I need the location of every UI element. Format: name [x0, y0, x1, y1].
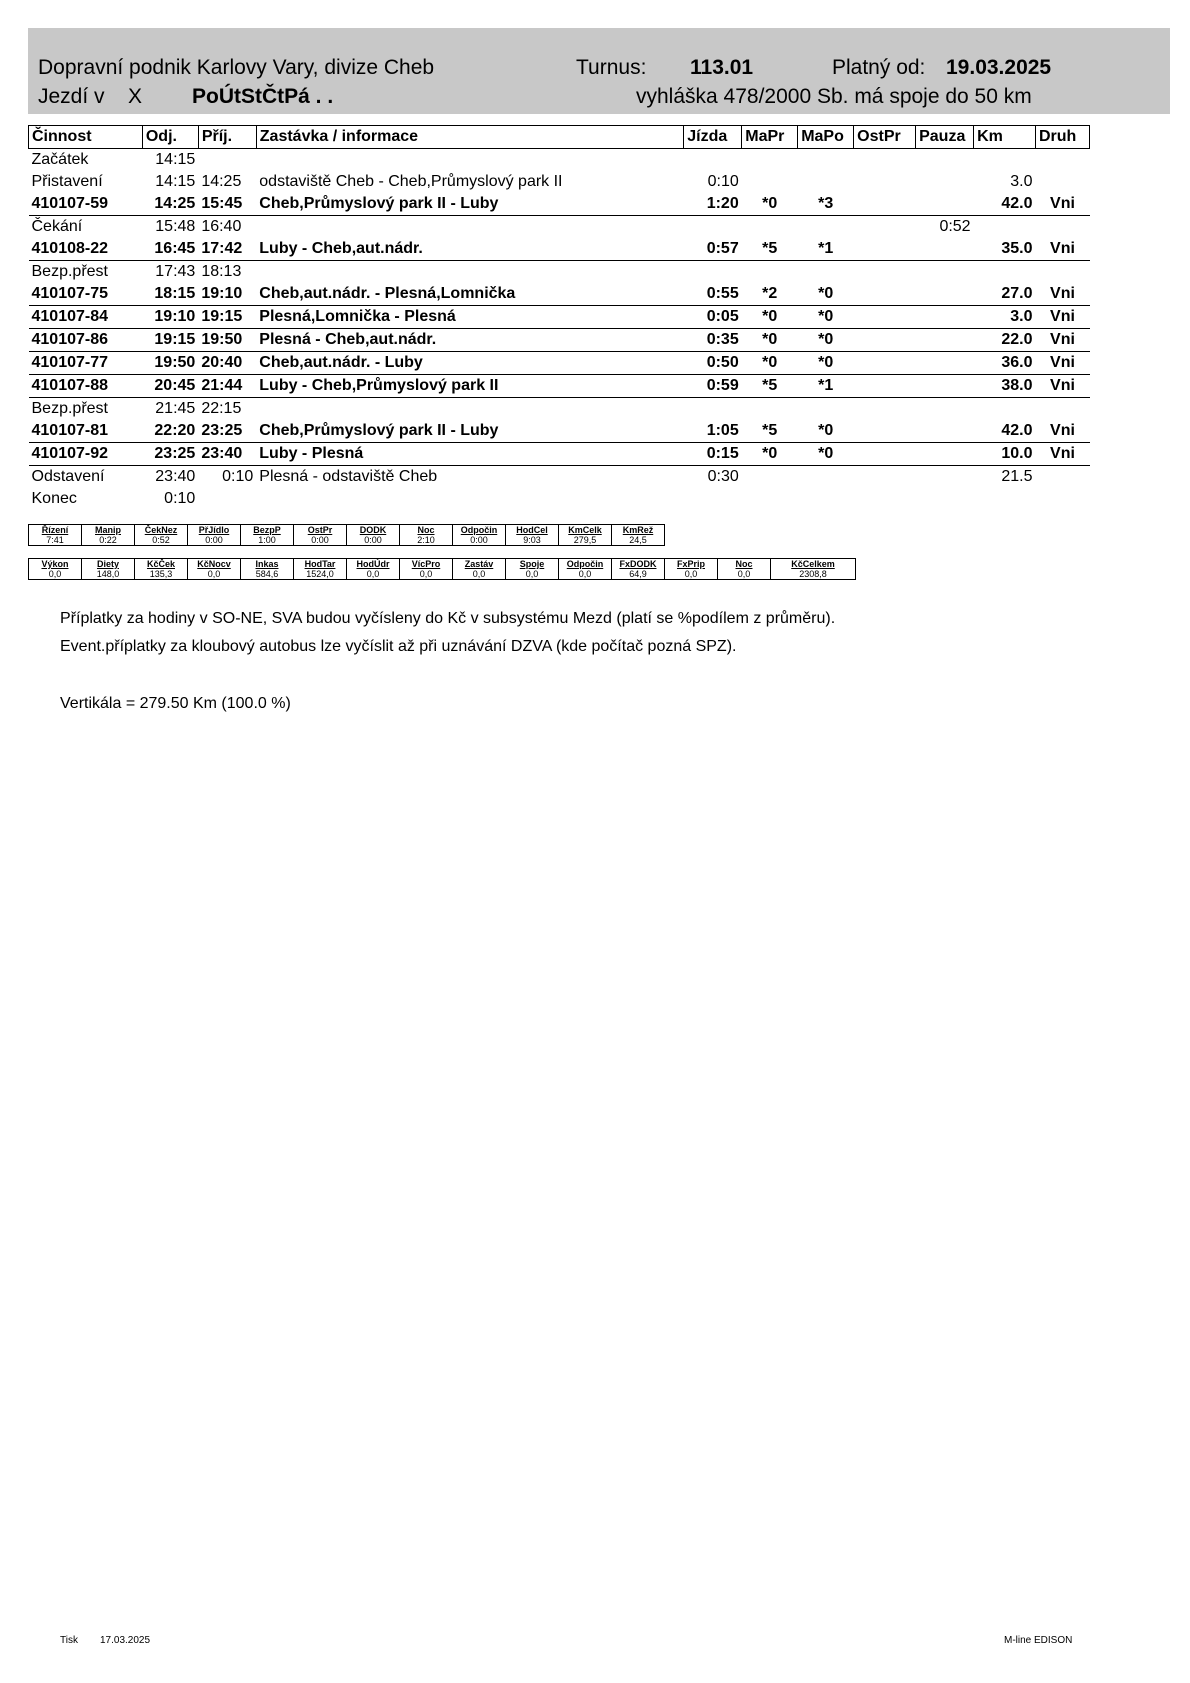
km-cell: [974, 398, 1036, 421]
ride-time-cell: 0:50: [684, 352, 742, 375]
ostpr-cell: [854, 261, 916, 284]
km-cell: [974, 149, 1036, 172]
km-cell: 3.0: [1010, 173, 1033, 190]
summary-value: 9:03: [506, 535, 559, 546]
arrival-cell: 19:15: [198, 306, 256, 329]
activity-cell: 410107-77: [29, 352, 143, 375]
table-row: [29, 488, 1090, 510]
activity-cell: 410107-92: [29, 443, 143, 466]
ostpr-cell: [854, 193, 916, 216]
km-cell: 36.0: [974, 352, 1036, 375]
arrival-cell: 17:42: [198, 238, 256, 261]
table-row: [29, 398, 1090, 421]
print-date: 17.03.2025: [100, 1635, 151, 1646]
pause-cell: [916, 238, 974, 261]
ride-time-cell: 0:30: [707, 468, 739, 485]
summary-table-1: [28, 524, 665, 546]
activity-cell: Konec: [31, 490, 77, 507]
operates-x: X: [128, 85, 143, 108]
summary-value: 0,0: [453, 569, 506, 580]
km-cell: 10.0: [974, 443, 1036, 466]
arrival-cell: 23:25: [198, 420, 256, 443]
pause-cell: [916, 149, 974, 172]
departure-cell: 14:15: [155, 173, 196, 190]
summary-label: FxDODK: [612, 559, 665, 570]
summary-label: BezpP: [241, 525, 294, 536]
summary-value: 2:10: [400, 535, 453, 546]
arrival-cell: [198, 149, 256, 172]
pause-cell: [916, 466, 974, 489]
mapr-cell: [742, 261, 798, 284]
km-cell: 42.0: [974, 193, 1036, 216]
departure-cell: 19:50: [142, 352, 198, 375]
summary-value: 0,0: [29, 569, 82, 580]
mapo-cell: *1: [798, 238, 854, 261]
summary-label: VícPro: [400, 559, 453, 570]
summary-value: 7:41: [29, 535, 82, 546]
stop-info-cell: Luby - Cheb,Průmyslový park II: [256, 375, 684, 398]
column-header: Příj.: [198, 126, 256, 149]
activity-cell: Přistavení: [31, 173, 103, 190]
departure-cell: 19:10: [142, 306, 198, 329]
stop-info-cell: Plesná - odstaviště Cheb: [259, 468, 438, 485]
arrival-cell: 21:44: [198, 375, 256, 398]
summary-value: 2308,8: [771, 569, 856, 580]
column-header: Druh: [1035, 126, 1089, 149]
ostpr-cell: [854, 149, 916, 172]
summary-value: 0,0: [400, 569, 453, 580]
departure-cell: 15:48: [155, 218, 196, 235]
summary-value: 0:22: [82, 535, 135, 546]
summary-value: 0:00: [347, 535, 400, 546]
ride-time-cell: 0:59: [684, 375, 742, 398]
stop-info-cell: Luby - Plesná: [256, 443, 684, 466]
pause-cell: [916, 261, 974, 284]
print-label: Tisk: [60, 1635, 78, 1646]
summary-value: 584,6: [241, 569, 294, 580]
turnus-label: Turnus:: [576, 56, 647, 79]
table-row: [29, 149, 1090, 172]
mapo-cell: [798, 216, 854, 239]
stop-info-cell: Cheb,aut.nádr. - Luby: [256, 352, 684, 375]
ride-time-cell: 0:57: [684, 238, 742, 261]
type-cell: Vni: [1035, 443, 1089, 466]
km-cell: [974, 216, 1036, 239]
mapr-cell: [742, 466, 798, 489]
mapr-cell: *5: [742, 375, 798, 398]
column-header: Km: [974, 126, 1036, 149]
summary-label: Odpočin: [453, 525, 506, 536]
summary-label: Diety: [82, 559, 135, 570]
activity-cell: Bezp.přest: [31, 400, 108, 417]
pause-cell: [916, 306, 974, 329]
activity-cell: Odstavení: [31, 468, 105, 485]
pause-cell: [916, 375, 974, 398]
mapr-cell: [742, 171, 798, 193]
summary-value: 0:52: [135, 535, 188, 546]
ostpr-cell: [854, 283, 916, 306]
mapr-cell: *0: [742, 352, 798, 375]
type-cell: [1035, 216, 1089, 239]
mapr-cell: *5: [742, 420, 798, 443]
stop-info-cell: Cheb,Průmyslový park II - Luby: [256, 420, 684, 443]
summary-label: Spoje: [506, 559, 559, 570]
mapo-cell: *3: [798, 193, 854, 216]
column-header: Pauza: [916, 126, 974, 149]
ride-time-cell: 1:20: [684, 193, 742, 216]
ride-time-cell: 0:55: [684, 283, 742, 306]
pause-cell: [916, 352, 974, 375]
column-header: Jízda: [684, 126, 742, 149]
type-cell: Vni: [1035, 329, 1089, 352]
vertikala-total: Vertikála = 279.50 Km (100.0 %): [60, 695, 291, 712]
pause-cell: 0:52: [939, 218, 971, 235]
table-row: [29, 443, 1090, 466]
ride-time-cell: 0:35: [684, 329, 742, 352]
pause-cell: [916, 171, 974, 193]
km-cell: 22.0: [974, 329, 1036, 352]
activity-cell: 410107-81: [29, 420, 143, 443]
arrival-cell: 0:10: [222, 468, 254, 485]
departure-cell: 20:45: [142, 375, 198, 398]
km-cell: 21.5: [1001, 468, 1033, 485]
summary-label: KmCelk: [559, 525, 612, 536]
arrival-cell: 16:40: [201, 218, 242, 235]
mapo-cell: [798, 149, 854, 172]
summary-value: 0,0: [506, 569, 559, 580]
pause-cell: [916, 420, 974, 443]
operating-days: PoÚtStČtPá . .: [192, 85, 334, 108]
departure-cell: 17:43: [155, 263, 196, 280]
mapr-cell: *2: [742, 283, 798, 306]
stop-info-cell: Plesná,Lomnička - Plesná: [256, 306, 684, 329]
summary-label: HodÚdr: [347, 559, 400, 570]
table-row: [29, 261, 1090, 284]
activity-cell: 410108-22: [29, 238, 143, 261]
summary-label: KčČek: [135, 559, 188, 570]
software-name: M-line EDISON: [1004, 1635, 1073, 1646]
type-cell: [1035, 171, 1089, 193]
type-cell: [1035, 466, 1089, 489]
activity-cell: 410107-86: [29, 329, 143, 352]
activity-cell: 410107-75: [29, 283, 143, 306]
table-row: [29, 375, 1090, 398]
summary-label: FxPrip: [665, 559, 718, 570]
turnus-value: 113.01: [690, 56, 754, 79]
summary-value: 135,3: [135, 569, 188, 580]
summary-value: 24,5: [612, 535, 665, 546]
ostpr-cell: [854, 171, 916, 193]
mapo-cell: *1: [798, 375, 854, 398]
departure-cell: 19:15: [142, 329, 198, 352]
summary-label: KčNocv: [188, 559, 241, 570]
arrival-cell: 20:40: [198, 352, 256, 375]
ride-time-cell: 0:10: [707, 173, 739, 190]
departure-cell: 14:25: [142, 193, 198, 216]
summary-label: HodCel: [506, 525, 559, 536]
type-cell: Vni: [1035, 283, 1089, 306]
stop-info-cell: Cheb,aut.nádr. - Plesná,Lomnička: [256, 283, 684, 306]
column-header: OstPr: [854, 126, 916, 149]
stop-info-cell: [256, 488, 684, 510]
type-cell: Vni: [1035, 193, 1089, 216]
summary-label: Noc: [400, 525, 453, 536]
table-row: [29, 283, 1090, 306]
mapo-cell: *0: [798, 306, 854, 329]
pause-cell: [916, 398, 974, 421]
departure-cell: 0:10: [164, 490, 196, 507]
type-cell: Vni: [1035, 306, 1089, 329]
stop-info-cell: odstaviště Cheb - Cheb,Průmyslový park II: [259, 173, 563, 190]
summary-label: KmRež: [612, 525, 665, 536]
summary-label: HodTar: [294, 559, 347, 570]
ostpr-cell: [854, 306, 916, 329]
mapr-cell: *5: [742, 238, 798, 261]
departure-cell: 18:15: [142, 283, 198, 306]
summary-label: DODK: [347, 525, 400, 536]
summary-label: Inkas: [241, 559, 294, 570]
activity-cell: Čekání: [31, 218, 83, 235]
mapo-cell: *0: [798, 443, 854, 466]
type-cell: Vni: [1035, 375, 1089, 398]
type-cell: Vni: [1035, 238, 1089, 261]
ostpr-cell: [854, 375, 916, 398]
articulated-bus-note: Event.příplatky za kloubový autobus lze vyčíslit až při uznávání DZVA (kde počítač pozná SPZ).: [60, 638, 737, 655]
stop-info-cell: Cheb,Průmyslový park II - Luby: [256, 193, 684, 216]
activity-cell: 410107-88: [29, 375, 143, 398]
mapo-cell: [798, 466, 854, 489]
summary-value: 0,0: [665, 569, 718, 580]
stop-info-cell: [256, 398, 684, 421]
km-cell: [974, 488, 1036, 510]
pause-cell: [916, 193, 974, 216]
pause-cell: [916, 488, 974, 510]
departure-cell: 22:20: [142, 420, 198, 443]
ostpr-cell: [854, 466, 916, 489]
column-header: Zastávka / informace: [256, 126, 684, 149]
mapo-cell: *0: [798, 329, 854, 352]
ride-time-cell: 1:05: [684, 420, 742, 443]
table-row: [29, 216, 1090, 239]
mapr-cell: [742, 488, 798, 510]
summary-label: Zastáv: [453, 559, 506, 570]
column-header: MaPo: [798, 126, 854, 149]
pause-cell: [916, 329, 974, 352]
arrival-cell: 14:25: [201, 173, 242, 190]
table-row: [29, 420, 1090, 443]
mapr-cell: *0: [742, 306, 798, 329]
arrival-cell: 19:10: [198, 283, 256, 306]
table-row: [29, 306, 1090, 329]
table-row: [29, 466, 1090, 489]
ostpr-cell: [854, 216, 916, 239]
mapr-cell: [742, 398, 798, 421]
mapr-cell: *0: [742, 443, 798, 466]
summary-label: Odpočin: [559, 559, 612, 570]
summary-value: 0:00: [188, 535, 241, 546]
mapo-cell: *0: [798, 283, 854, 306]
mapo-cell: *0: [798, 352, 854, 375]
summary-value: 148,0: [82, 569, 135, 580]
ostpr-cell: [854, 329, 916, 352]
type-cell: Vni: [1035, 420, 1089, 443]
valid-from-date: 19.03.2025: [946, 56, 1052, 79]
activity-cell: 410107-59: [29, 193, 143, 216]
ride-time-cell: [684, 216, 742, 239]
ride-time-cell: [684, 261, 742, 284]
ostpr-cell: [854, 398, 916, 421]
arrival-cell: 23:40: [198, 443, 256, 466]
activity-cell: Začátek: [31, 151, 89, 168]
summary-value: 0,0: [559, 569, 612, 580]
activity-cell: 410107-84: [29, 306, 143, 329]
mapo-cell: *0: [798, 420, 854, 443]
operates-label: Jezdí v: [38, 85, 105, 108]
summary-value: 279,5: [559, 535, 612, 546]
arrival-cell: [198, 488, 256, 510]
departure-cell: 21:45: [155, 400, 196, 417]
ostpr-cell: [854, 238, 916, 261]
departure-cell: 23:25: [142, 443, 198, 466]
ride-time-cell: 0:15: [684, 443, 742, 466]
ostpr-cell: [854, 443, 916, 466]
mapo-cell: [798, 171, 854, 193]
summary-label: Výkon: [29, 559, 82, 570]
table-row: [29, 329, 1090, 352]
surcharge-note: Příplatky za hodiny v SO-NE, SVA budou vyčísleny do Kč v subsystému Mezd (platí se %podílem z průměru).: [60, 610, 836, 627]
valid-from-label: Platný od:: [832, 56, 926, 79]
arrival-cell: 22:15: [201, 400, 242, 417]
stop-info-cell: Luby - Cheb,aut.nádr.: [256, 238, 684, 261]
table-row: [29, 352, 1090, 375]
type-cell: [1035, 488, 1089, 510]
km-cell: [974, 261, 1036, 284]
summary-value: 1:00: [241, 535, 294, 546]
table-row: [29, 171, 1090, 193]
arrival-cell: 18:13: [201, 263, 242, 280]
summary-value: 0:00: [453, 535, 506, 546]
ostpr-cell: [854, 352, 916, 375]
summary-label: KčCelkem: [771, 559, 856, 570]
column-header: Činnost: [29, 126, 143, 149]
mapr-cell: *0: [742, 329, 798, 352]
mapr-cell: *0: [742, 193, 798, 216]
schedule-table: [28, 125, 1090, 510]
table-row: [29, 238, 1090, 261]
type-cell: [1035, 149, 1089, 172]
departure-cell: 16:45: [142, 238, 198, 261]
mapo-cell: [798, 488, 854, 510]
stop-info-cell: [256, 149, 684, 172]
summary-value: 0,0: [347, 569, 400, 580]
type-cell: [1035, 398, 1089, 421]
mapo-cell: [798, 261, 854, 284]
arrival-cell: 15:45: [198, 193, 256, 216]
column-header: MaPr: [742, 126, 798, 149]
company-name: Dopravní podnik Karlovy Vary, divize Cheb: [38, 56, 435, 79]
activity-cell: Bezp.přest: [31, 263, 108, 280]
km-cell: 35.0: [974, 238, 1036, 261]
ostpr-cell: [854, 420, 916, 443]
mapo-cell: [798, 398, 854, 421]
summary-value: 1524,0: [294, 569, 347, 580]
summary-label: PřJídlo: [188, 525, 241, 536]
km-cell: 3.0: [974, 306, 1036, 329]
regulation-note: vyhláška 478/2000 Sb. má spoje do 50 km: [636, 85, 1032, 108]
summary-value: 64,9: [612, 569, 665, 580]
ostpr-cell: [854, 488, 916, 510]
pause-cell: [916, 443, 974, 466]
km-cell: 42.0: [974, 420, 1036, 443]
summary-value: 0,0: [188, 569, 241, 580]
summary-label: OstPr: [294, 525, 347, 536]
stop-info-cell: Plesná - Cheb,aut.nádr.: [256, 329, 684, 352]
summary-label: Řízení: [29, 525, 82, 536]
ride-time-cell: [684, 488, 742, 510]
ride-time-cell: 0:05: [684, 306, 742, 329]
stop-info-cell: [256, 261, 684, 284]
schedule-rows: [29, 149, 1090, 511]
ride-time-cell: [684, 398, 742, 421]
pause-cell: [916, 283, 974, 306]
departure-cell: 23:40: [155, 468, 196, 485]
summary-label: ČekNez: [135, 525, 188, 536]
km-cell: 38.0: [974, 375, 1036, 398]
arrival-cell: 19:50: [198, 329, 256, 352]
type-cell: [1035, 261, 1089, 284]
departure-cell: 14:15: [155, 151, 196, 168]
summary-label: Manip: [82, 525, 135, 536]
stop-info-cell: [256, 216, 684, 239]
summary-label: Noc: [718, 559, 771, 570]
summary-table-2: [28, 558, 856, 580]
km-cell: 27.0: [974, 283, 1036, 306]
ride-time-cell: [684, 149, 742, 172]
summary-value: 0,0: [718, 569, 771, 580]
summary-value: 0:00: [294, 535, 347, 546]
table-header-row: [29, 126, 1090, 149]
type-cell: Vni: [1035, 352, 1089, 375]
table-row: [29, 193, 1090, 216]
mapr-cell: [742, 216, 798, 239]
mapr-cell: [742, 149, 798, 172]
column-header: Odj.: [142, 126, 198, 149]
